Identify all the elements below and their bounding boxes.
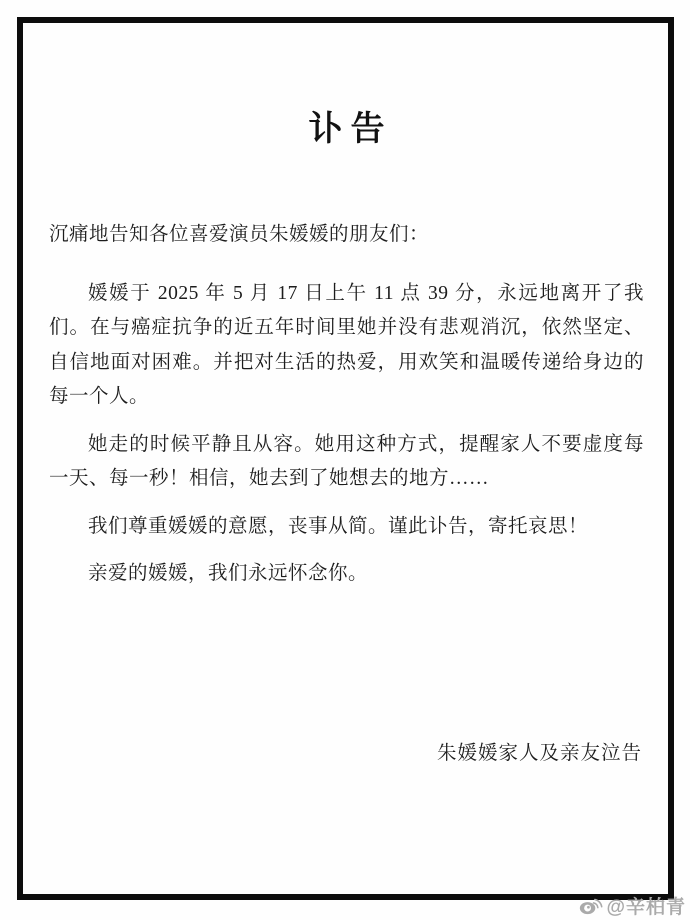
paragraph-simple-funeral: 我们尊重媛媛的意愿，丧事从简。谨此讣告，寄托哀思！ — [88, 515, 589, 537]
page-title: 讣告 — [308, 110, 393, 148]
weibo-icon — [579, 896, 603, 915]
page-border-frame — [17, 17, 674, 900]
obituary-body — [49, 218, 644, 592]
obituary-content — [23, 23, 668, 894]
weibo-watermark — [579, 892, 686, 919]
paragraph-farewell: 亲爱的媛媛，我们永远怀念你。 — [88, 563, 369, 584]
signature-line: 朱媛媛家人及亲友泣告 — [436, 742, 642, 764]
paragraph-passing-announcement: 媛媛于 2025 年 5 月 17 日上午 11 点 39 分，永远地离开了我们。在与癌症抗争的近五年时间里她并没有悲观消沉，依然坚定、自信地面对困难。并把对生活的热爱，用欢笑和温暖传递给身边的每一个人。 — [49, 282, 644, 407]
salutation-line: 沉痛地告知各位喜爱演员朱媛媛的朋友们： — [49, 224, 430, 245]
watermark-handle: @辛柏青 — [606, 897, 686, 918]
paragraph-peaceful-passing: 她走的时候平静且从容。她用这种方式，提醒家人不要虚度每一天、每一秒！相信，她去到了她想去的地方…… — [49, 433, 644, 489]
